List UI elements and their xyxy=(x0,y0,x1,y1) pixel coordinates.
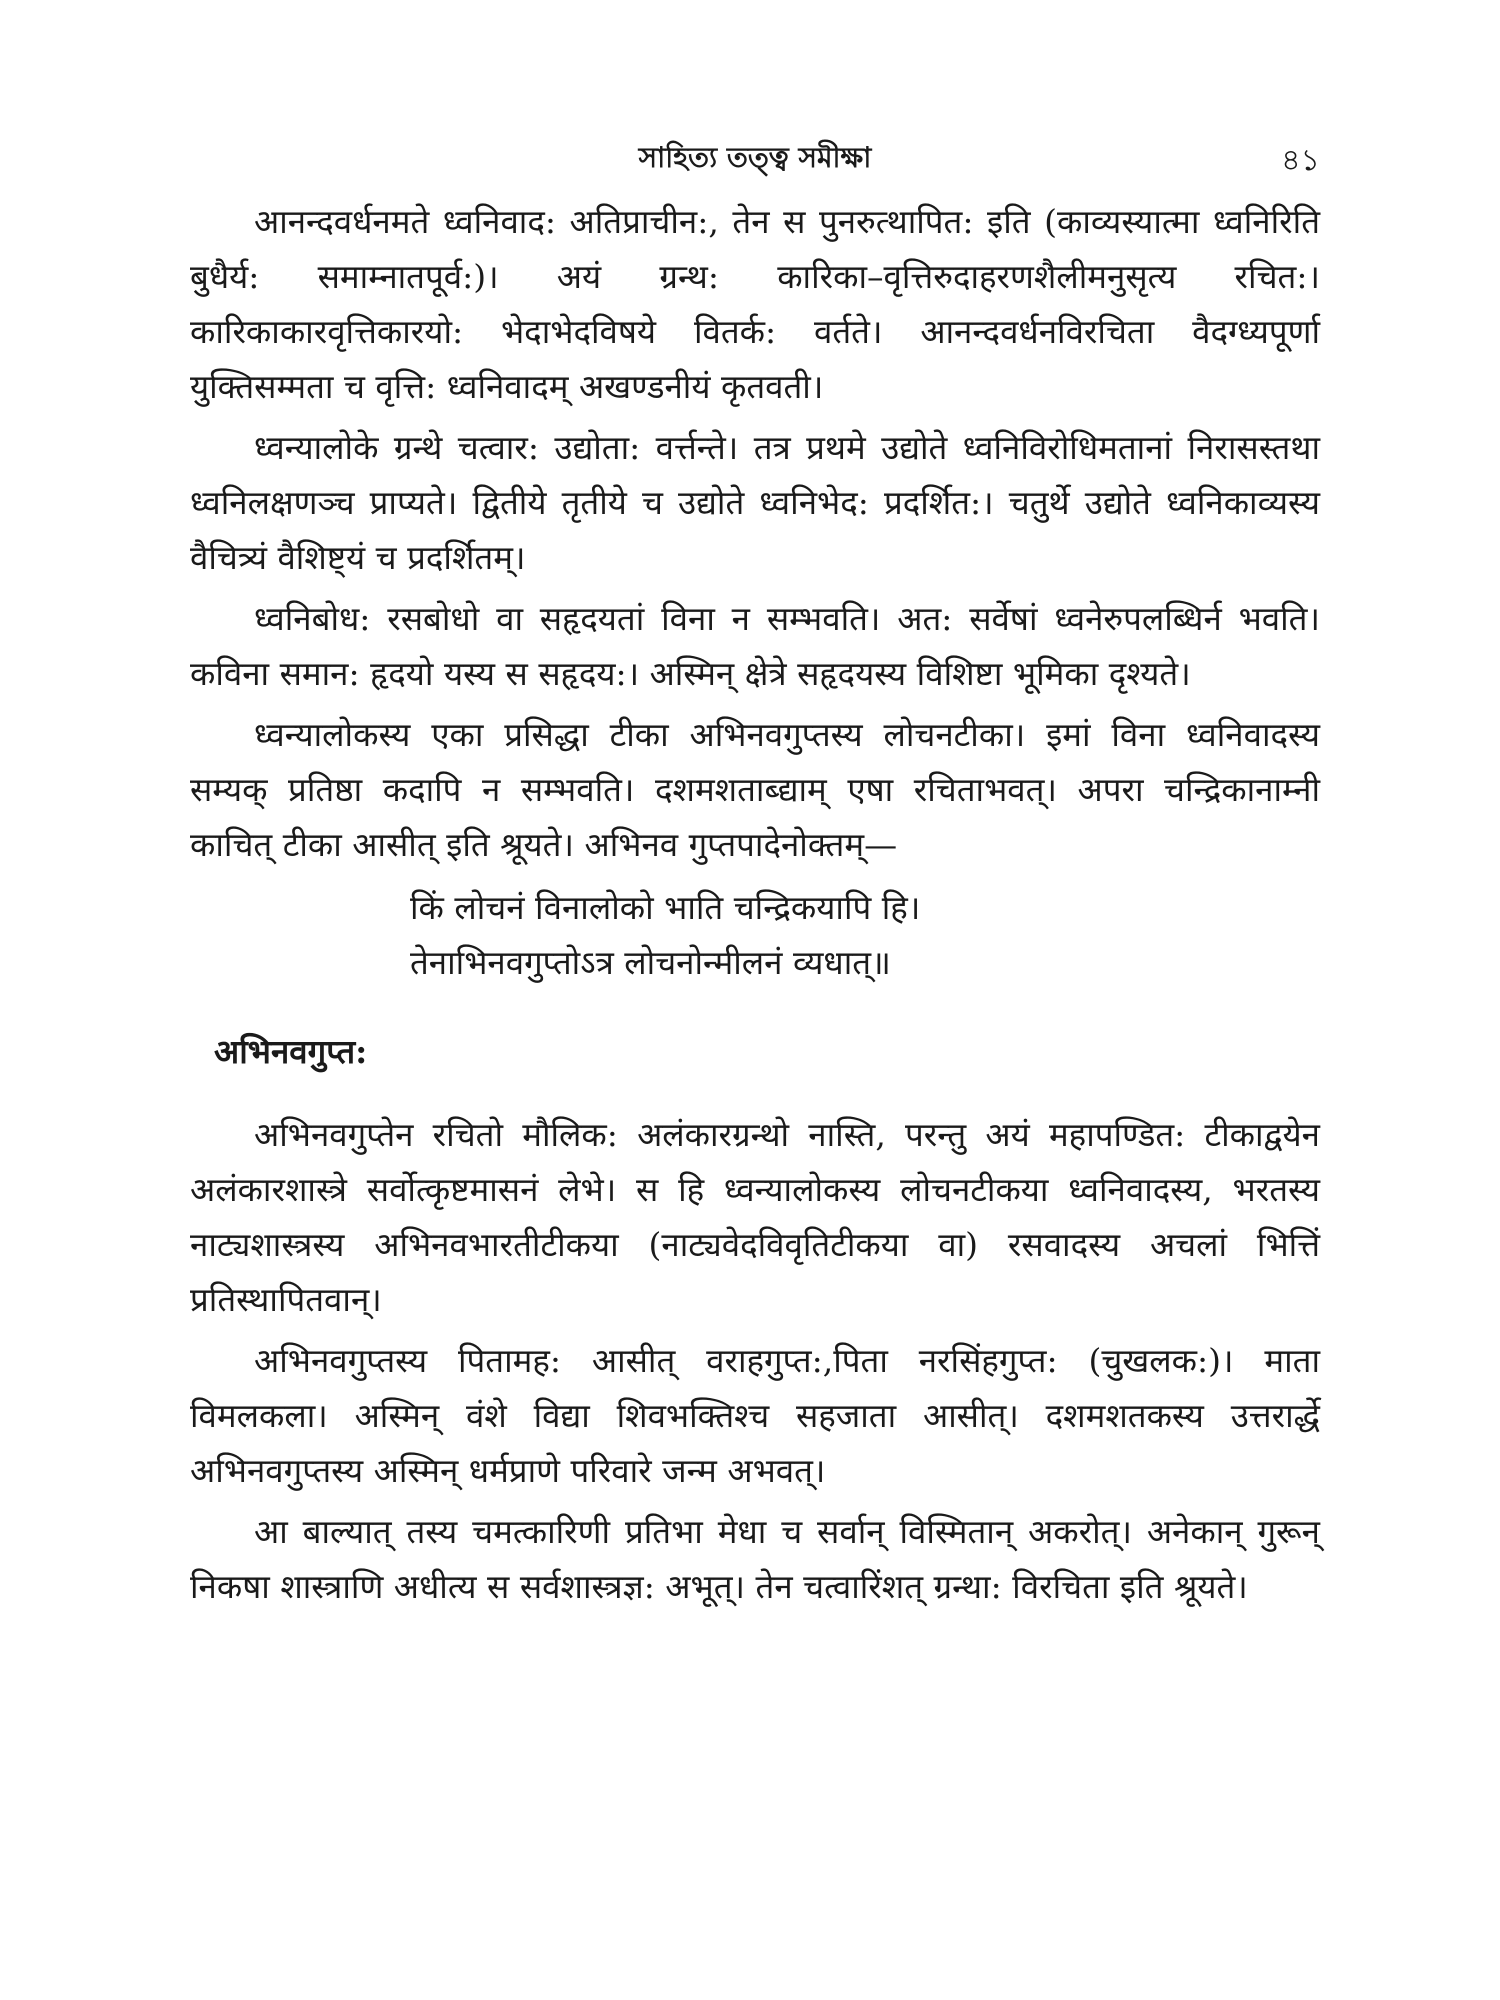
book-page xyxy=(190,120,1320,1920)
section-paragraph-2: अभिनवगुप्तस्य पितामह: आसीत् वराहगुप्त:,पिता नरसिंहगुप्त: (चुखलक:)। माता विमलकला। अस्मिन् वंशे विद्या शिवभक्तिश्च सहजाता आसीत्। दशमशतकस्य उत्तरार्द्धे अभिनवगुप्तस्य अस्मिन् धर्मप्राणे परिवारे जन्म अभवत्। xyxy=(190,1341,1320,1490)
section-paragraph-1: अभिनवगुप्तेन रचितो मौलिक: अलंकारग्रन्थो नास्ति, परन्तु अयं महापण्डित: टीकाद्वयेन अलंकारशास्त्रे सर्वोत्कृष्टमासनं लेभे। स हि ध्वन्यालोकस्य लोचनटीकया ध्वनिवादस्य, भरतस्य नाट्यशास्त्रस्य अभिनवभारतीटीकया (नाट्यवेदविवृतिटीकया वा) रसवादस्य अचलां भित्तिं प्रतिस्थापितवान्। xyxy=(190,1115,1320,1319)
running-header xyxy=(190,120,1320,180)
verse-line-2: तेनाभिनवगुप्तोऽत्र लोचनोन्मीलनं व्यधात्॥ xyxy=(410,943,891,982)
section-heading: अभिनवगुप्त: xyxy=(214,1032,368,1071)
verse-line-1: किं लोचनं विनालोको भाति चन्द्रिकयापि हि। xyxy=(410,888,921,927)
running-title: সাহিত্য তত্ত্ব সমীক্ষা xyxy=(638,141,872,174)
paragraph-1: आनन्दवर्धनमते ध्वनिवाद: अतिप्राचीन:, तेन स पुनरुत्थापित: इति (काव्यस्यात्मा ध्वनिरिति बुधैर्य: समाम्नातपूर्व:)। अयं ग्रन्थ: कारिका–वृत्तिरुदाहरणशैलीमनुसृत्य रचित:। कारिकाकारवृत्तिकारयो: भेदाभेदविषये वितर्क: वर्तते। आनन्दवर्धनविरचिता वैदग्ध्यपूर्णा युक्तिसम्मता च वृत्ति: ध्वनिवादम् अखण्डनीयं कृतवती। xyxy=(190,202,1320,406)
paragraph-4: ध्वन्यालोकस्य एका प्रसिद्धा टीका अभिनवगुप्तस्य लोचनटीका। इमां विना ध्वनिवादस्य सम्यक् प्रतिष्ठा कदापि न सम्भवति। दशमशताब्द्याम् एषा रचिताभवत्। अपरा चन्द्रिकानाम्नी काचित् टीका आसीत् इति श्रूयते। अभिनव गुप्तपादेनोक्तम्— xyxy=(190,715,1320,864)
verse-quote xyxy=(410,880,1320,990)
paragraph-3: ध्वनिबोध: रसबोधो वा सहृदयतां विना न सम्भवति। अत: सर्वेषां ध्वनेरुपलब्धिर्न भवति। कविना समान: हृदयो यस्य स सहृदय:। अस्मिन् क्षेत्रे सहृदयस्य विशिष्टा भूमिका दृश्यते। xyxy=(190,599,1320,693)
paragraph-2: ध्वन्यालोके ग्रन्थे चत्वार: उद्योता: वर्त्तन्ते। तत्र प्रथमे उद्योते ध्वनिविरोधिमतानां निरासस्तथा ध्वनिलक्षणञ्च प्राप्यते। द्वितीये तृतीये च उद्योते ध्वनिभेद: प्रदर्शित:। चतुर्थे उद्योते ध्वनिकाव्यस्य वैचित्र्यं वैशिष्ट्यं च प्रदर्शितम्। xyxy=(190,428,1320,577)
page-number: ৪১ xyxy=(1281,143,1320,178)
section-paragraph-3: आ बाल्यात् तस्य चमत्कारिणी प्रतिभा मेधा च सर्वान् विस्मितान् अकरोत्। अनेकान् गुरून् निकषा शास्त्राणि अधीत्य स सर्वशास्त्रज्ञ: अभूत्। तेन चत्वारिंशत् ग्रन्था: विरचिता इति श्रूयते। xyxy=(190,1512,1320,1606)
